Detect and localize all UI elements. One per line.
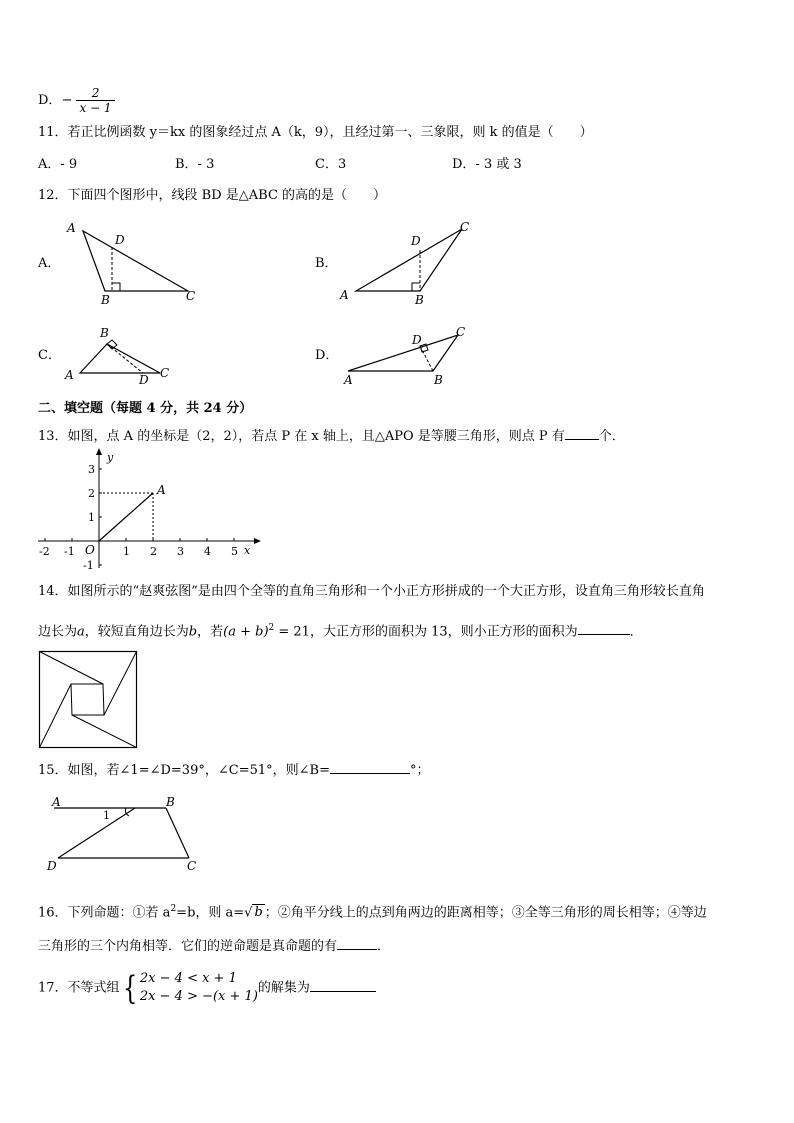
q14-exponent: 2	[268, 623, 275, 633]
q12c-label-b: B	[100, 326, 109, 340]
q12c-label-c: C	[160, 366, 170, 380]
q14-line1: 14．如图所示的“赵爽弦图”是由四个全等的直角三角形和一个小正方形拼成的一个大正方形，设直角三角形较长直角	[38, 584, 705, 599]
q14-formula: (a + b)	[223, 624, 269, 640]
q12a-label-c: C	[186, 289, 196, 303]
q17-brace: {	[122, 969, 137, 1007]
q13-xtick-5: 5	[231, 545, 238, 558]
q13-y-axis-label: y	[107, 451, 114, 464]
q12d-label-d: D	[412, 333, 422, 347]
q15-stem	[38, 761, 429, 779]
q12d-label-a: A	[344, 373, 353, 387]
q11-option-a: A．- 9	[38, 157, 78, 172]
q16-answer-blank[interactable]	[337, 937, 377, 950]
q16-text-a: 16．下列命题：①若 a	[38, 905, 171, 921]
q17-system	[140, 970, 258, 1006]
q13-xtick-4: 4	[204, 545, 211, 558]
q16-sup: 2	[170, 904, 177, 914]
q12d-label-c: C	[456, 325, 466, 339]
q13-xtick-3: 3	[177, 545, 184, 558]
q12a-label-d: D	[115, 233, 125, 247]
q13-coordinate-graph	[36, 450, 266, 570]
q16-sqrt-arg: b	[254, 905, 263, 921]
q12-figure-d	[338, 322, 478, 387]
q16-text-b: =b，则 a=	[176, 905, 245, 921]
q10-option-d-fraction	[76, 86, 114, 115]
q11-option-d: D．- 3 或 3	[452, 157, 522, 172]
q15-stem-end: °；	[409, 763, 430, 778]
q14-text-d: ，大正方形的面积为 13，则小正方形的面积为	[309, 624, 578, 640]
q14-text-a: 边长为	[38, 624, 78, 640]
q10-option-d	[38, 86, 115, 115]
q15-label-a: A	[52, 795, 61, 809]
q12-figure-c	[60, 325, 180, 385]
q13-origin-label: O	[85, 543, 95, 557]
q10-option-d-label: D．	[38, 93, 62, 108]
q14-line2	[38, 620, 643, 640]
q13-ytick-1: 1	[88, 511, 95, 524]
q13-ytick--1: -1	[83, 559, 94, 572]
q14-text-end: ．	[629, 624, 643, 640]
q14-zhao-shuang-diagram	[39, 651, 139, 751]
q15-label-d: D	[47, 859, 57, 873]
q13-stem-end: 个．	[598, 429, 625, 444]
q17-prefix: 17．不等式组	[38, 980, 120, 996]
q10-fraction-denominator: x − 1	[79, 101, 112, 115]
q16-text-c: ；②角平分线上的点到角两边的距离相等；③全等三角形的周长相等；④等边	[264, 905, 707, 921]
q11-stem: 11．若正比例函数 y＝kx 的图象经过点 A（k，9），且经过第一、三象限，则 k 的值是（ ）	[38, 125, 593, 140]
q12-option-b-label: B．	[315, 256, 338, 271]
q11-option-b: B．- 3	[175, 157, 215, 172]
q14-var-a: a	[77, 624, 85, 640]
q17-answer-blank[interactable]	[310, 979, 376, 992]
q12c-label-a: A	[65, 368, 74, 382]
q13-xtick--2: -2	[39, 545, 50, 558]
q13-xtick-1: 1	[123, 545, 130, 558]
q13-xtick--1: -1	[64, 545, 75, 558]
q12c-label-d: D	[139, 373, 149, 387]
q15-stem-text: 15．如图，若∠1=∠D=39°，∠C=51°，则∠B=	[38, 763, 330, 778]
q13-xtick-2: 2	[150, 545, 157, 558]
q14-text-b: ，较短直角边长为	[84, 624, 189, 640]
section2-heading: 二、填空题（每题 4 分，共 24 分）	[38, 401, 253, 416]
q12-option-c-label: C．	[38, 348, 61, 363]
q12b-label-a: A	[340, 288, 349, 302]
q14-var-b: b	[188, 624, 198, 640]
q17-inequality-1: 2x − 4 < x + 1	[139, 971, 237, 986]
q16-line1	[38, 901, 707, 921]
q16-sqrt: √ b	[244, 905, 263, 921]
q15-answer-blank[interactable]	[330, 761, 410, 774]
q13-x-axis-label: x	[244, 544, 251, 557]
q12-option-a-label: A．	[38, 256, 61, 271]
q12b-label-c: C	[460, 220, 470, 234]
q15-label-b: B	[166, 795, 175, 809]
q12-figure-a	[60, 220, 200, 307]
q17-stem	[38, 970, 376, 1007]
q12-stem: 12．下面四个图形中，线段 BD 是△ABC 的高的是（ ）	[38, 188, 387, 203]
q12b-label-d: D	[411, 234, 421, 248]
q12a-label-b: B	[101, 293, 110, 307]
q13-stem-text: 13．如图，点 A 的坐标是（2，2），若点 P 在 x 轴上，且△APO 是等腰三角形，则点 P 有	[38, 429, 565, 444]
q13-ytick-3: 3	[88, 463, 95, 476]
q14-text-c: ，若	[197, 624, 224, 640]
q12-figure-b	[338, 220, 478, 307]
q16-text-d: 三角形的三个内角相等．它们的逆命题是真命题的有	[38, 939, 338, 954]
q11-option-c: C．3	[315, 157, 347, 172]
q12d-label-b: B	[434, 373, 443, 387]
q16-text-end: ．	[377, 939, 391, 954]
q16-line2	[38, 937, 390, 955]
q17-inequality-2: 2x − 4 > −(x + 1)	[139, 989, 258, 1004]
q12-option-d-label: D．	[315, 348, 339, 363]
q14-formula-rhs: = 21	[278, 624, 310, 640]
q17-suffix: 的解集为	[257, 980, 310, 996]
q12a-label-a: A	[67, 221, 76, 235]
q13-point-a-label: A	[157, 483, 166, 497]
q13-answer-blank[interactable]	[565, 427, 599, 440]
q14-answer-blank[interactable]	[578, 622, 630, 635]
q10-fraction-numerator: 2	[76, 86, 114, 101]
q15-angle-1-label: 1	[103, 809, 110, 822]
q15-trapezoid-figure	[46, 794, 216, 874]
q13-stem	[38, 427, 625, 445]
q12b-label-b: B	[415, 293, 424, 307]
q10-option-d-minus: −	[61, 93, 73, 108]
q15-label-c: C	[187, 859, 197, 873]
q13-ytick-2: 2	[88, 487, 95, 500]
